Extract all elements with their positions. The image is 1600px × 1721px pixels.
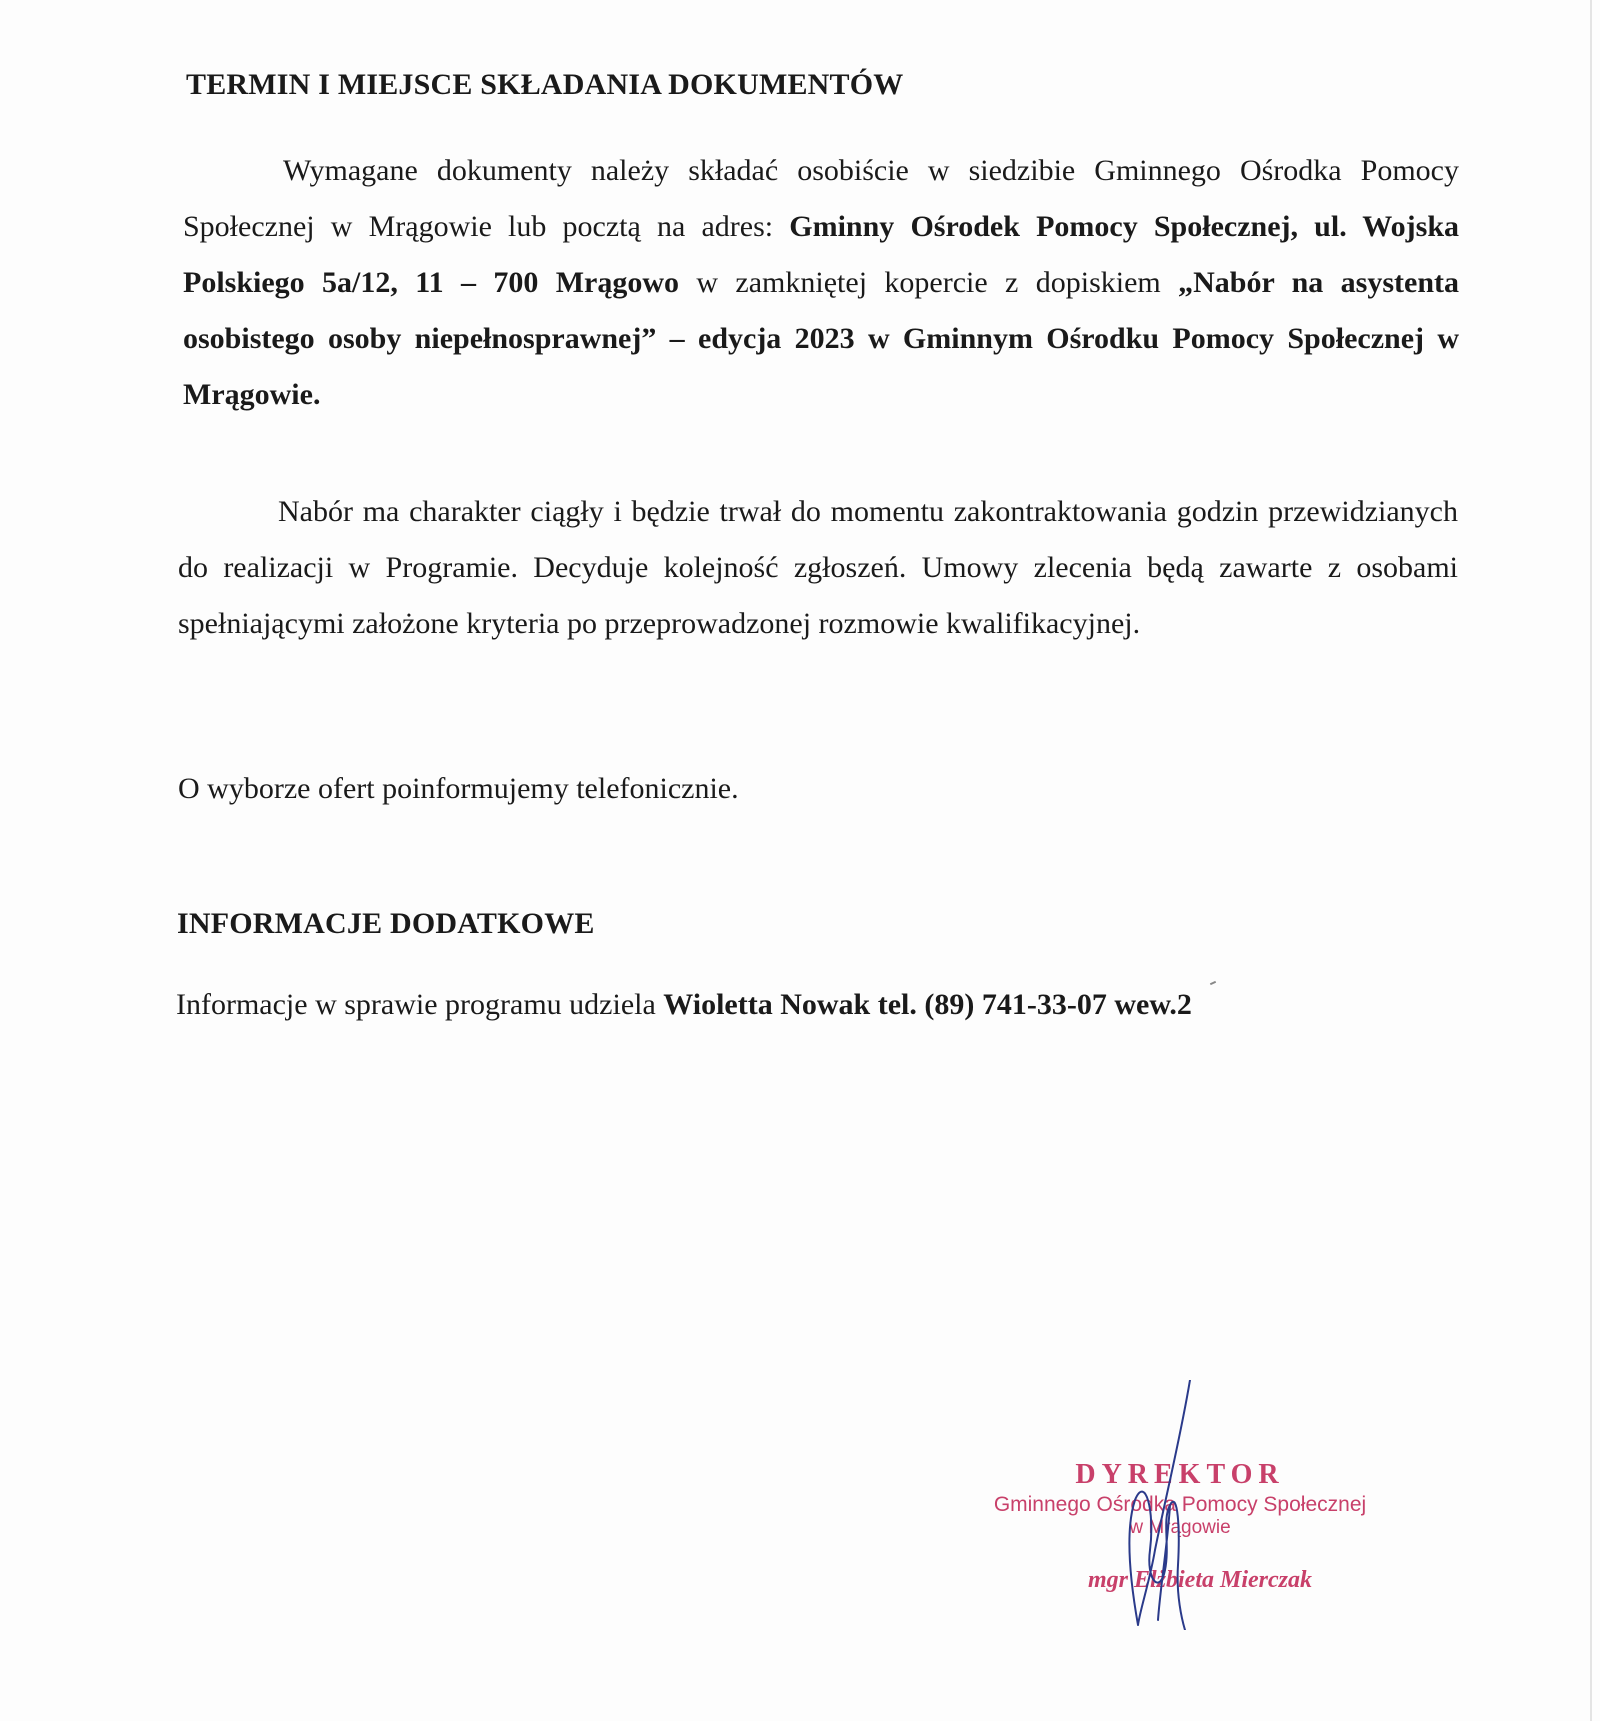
paragraph-submission [183, 143, 1459, 423]
submission-address: Gminny Ośrodek Pomocy Społecznej, ul. Wojska Polskiego 5a/12, 11 – 700 Mrągowo [183, 210, 1460, 299]
submission-text-2: w zamkniętej kopercie z dopiskiem [679, 266, 1179, 299]
contact-info [176, 988, 1192, 1022]
submission-annotation: „Nabór na asystenta osobistego osoby niepełnosprawnej” – edycja 2023 w Gminnym Ośrodku Pomocy Społecznej w Mrągowie. [183, 266, 1459, 411]
scan-edge [1590, 0, 1592, 1721]
stamp-name: mgr Elżbieta Mierczak [1087, 1567, 1312, 1593]
submission-text-1: Wymagane dokumenty należy składać osobiście w siedzibie Gminnego Ośrodka Pomocy Społecznej w Mrągowie lub pocztą na adres: [183, 154, 1459, 243]
stamp-organization: Gminnego Ośrodka Pomocy Społecznej [993, 1493, 1367, 1516]
handwritten-signature [1110, 1380, 1210, 1630]
contact-person: Wioletta Nowak tel. (89) 741-33-07 wew.2 [663, 988, 1192, 1021]
stamp-city: w Mrągowie [1129, 1517, 1231, 1538]
section-heading-deadline: TERMIN I MIEJSCE SKŁADANIA DOKUMENTÓW [186, 68, 904, 101]
scan-speck [1210, 981, 1216, 985]
section-heading-additional: INFORMACJE DODATKOWE [177, 907, 595, 940]
paragraph-recruitment [178, 484, 1458, 652]
signature-stroke [1129, 1380, 1190, 1630]
recruitment-text: Nabór ma charakter ciągły i będzie trwał do momentu zakontraktowania godzin przewidzianych do realizacji w Programie. Decyduje kolejność zgłoszeń. Umowy zlecenia będą zawarte z osobami spełniającymi założone kryteria po przeprowadzonej rozmowie kwalifikacyjnej. [178, 495, 1458, 640]
stamp-title: DYREKTOR [1075, 1459, 1285, 1490]
contact-info-text: Informacje w sprawie programu udziela [176, 988, 664, 1021]
paragraph-notification: O wyborze ofert poinformujemy telefonicznie. [178, 772, 739, 805]
